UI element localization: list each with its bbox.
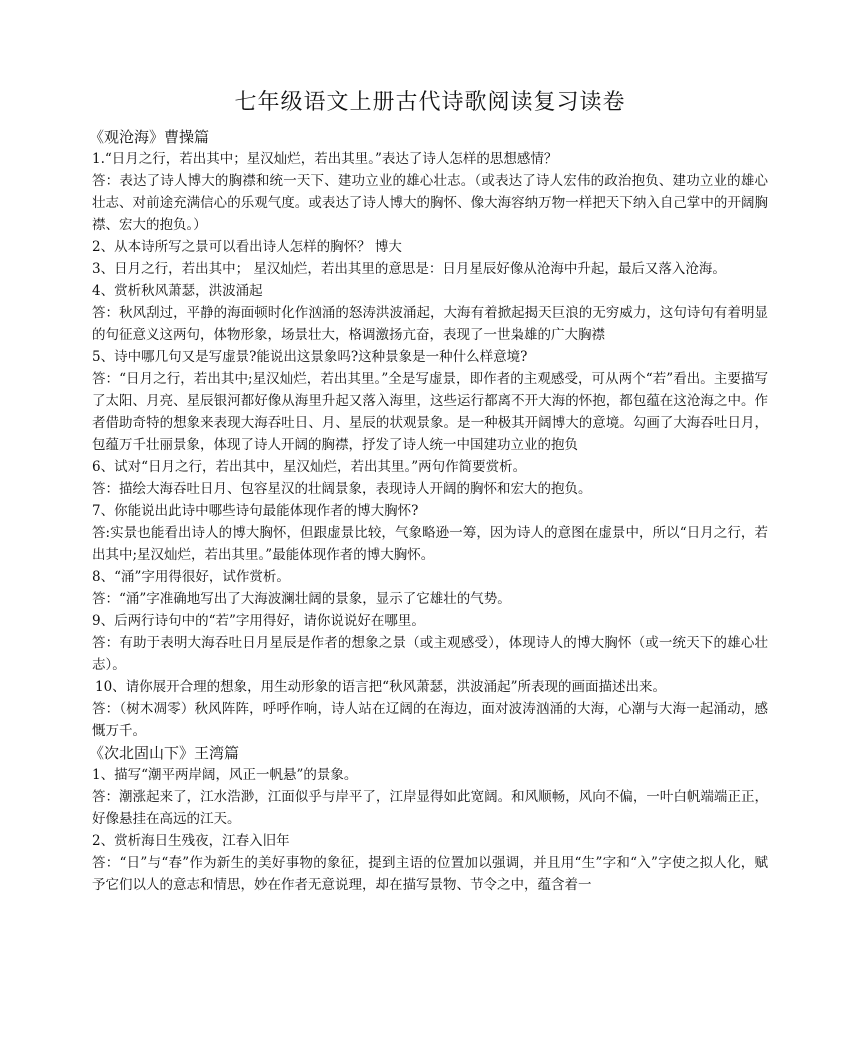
question: 4、赏析秋风萧瑟，洪波涌起	[92, 283, 263, 299]
answer: 答：描绘大海吞吐日月、包容星汉的壮阔景象，表现诗人开阔的胸怀和宏大的抱负。	[92, 481, 592, 497]
answer: 答：表达了诗人博大的胸襟和统一天下、建功立业的雄心壮志。（或表达了诗人宏伟的政治抱负、建功立业的雄心壮志、对前途充满信心的乐观气度。或表达了诗人博大的胸怀、像大海容纳万物一样把天下纳入自己掌中的开阔胸襟、宏大的抱负。）	[92, 173, 768, 233]
answer: 答：“日月之行，若出其中;星汉灿烂，若出其里。”全是写虚景，即作者的主观感受，可从两个“若”看出。主要描写了太阳、月亮、星辰银河都好像从海里升起又落入海里，这些运行都离不开大海的怀抱，都包蕴在这沧海之中。作者借助奇特的想象来表现大海吞吐日、月、星辰的状观景象。是一种极其开阔博大的意境。勾画了大海吞吐日月，包蕴万千壮丽景象，体现了诗人开阔的胸襟，抒发了诗人统一中国建功立业的抱负	[92, 371, 768, 453]
question: 3、日月之行，若出其中； 星汉灿烂，若出其里的意思是：日月星辰好像从沧海中升起，最后又落入沧海。	[92, 261, 726, 277]
answer: 答：秋风刮过，平静的海面顿时化作汹涌的怒涛洪波涌起，大海有着掀起揭天巨浪的无穷威力，这句诗句有着明显的句征意义这两句，体物形象，场景壮大，格调激扬亢奋，表现了一世枭雄的广大胸襟	[92, 305, 768, 343]
answer: 答：“涌”字准确地写出了大海波澜壮阔的景象，显示了它雄壮的气势。	[92, 591, 511, 607]
question: 9、后两行诗句中的“若”字用得好，请你说说好在哪里。	[92, 613, 425, 629]
question: 2、从本诗所写之景可以看出诗人怎样的胸怀？ 博大	[92, 239, 402, 255]
section-heading: 《次北固山下》王湾篇	[89, 744, 240, 762]
document-title: 七年级语文上册古代诗歌阅读复习读卷	[234, 90, 626, 115]
question: 6、试对“日月之行，若出其中，星汉灿烂，若出其里。”两句作简要赏析。	[92, 459, 527, 475]
answer: 答：有助于表明大海吞吐日月星辰是作者的想象之景（或主观感受），体现诗人的博大胸怀（或一统天下的雄心壮志）。	[92, 635, 768, 673]
answer: 答：“日”与“春”作为新生的美好事物的象征，提到主语的位置加以强调，并且用“生”字和“入”字使之拟人化，赋予它们以人的意志和情思，妙在作者无意说理，却在描写景物、节令之中，蕴含着一	[92, 855, 768, 893]
question: 10、请你展开合理的想象，用生动形象的语言把“秋风萧瑟，洪波涌起”所表现的画面描述出来。	[95, 679, 666, 695]
question: 2、赏析海日生残夜，江春入旧年	[92, 833, 290, 849]
question: 1、描写“潮平两岸阔，风正一帆悬”的景象。	[92, 767, 358, 783]
answer: 答：潮涨起来了，江水浩渺，江面似乎与岸平了，江岸显得如此宽阔。和风顺畅，风向不偏，一叶白帆端端正正，好像悬挂在高远的江天。	[92, 789, 768, 827]
question: 5、诗中哪几句又是写虚景?能说出这景象吗?这种景象是一种什么样意境?	[92, 349, 528, 365]
section-heading: 《观沧海》曹操篇	[89, 128, 210, 146]
document-body	[89, 126, 768, 896]
question: 7、你能说出此诗中哪些诗句最能体现作者的博大胸怀?	[92, 503, 419, 519]
question: 1.“日月之行，若出其中；星汉灿烂，若出其里。”表达了诗人怎样的思想感情？	[92, 151, 558, 167]
question: 8、“涌”字用得很好，试作赏析。	[92, 569, 290, 585]
answer: 答：（树木凋零）秋风阵阵，呼呼作响，诗人站在辽阔的在海边，面对波涛汹涌的大海，心潮与大海一起涌动，感慨万千。	[92, 701, 768, 739]
answer: 答:实景也能看出诗人的博大胸怀，但跟虚景比较，气象略逊一筹，因为诗人的意图在虚景中，所以“日月之行，若出其中;星汉灿烂，若出其里。”最能体现作者的博大胸怀。	[92, 525, 768, 563]
